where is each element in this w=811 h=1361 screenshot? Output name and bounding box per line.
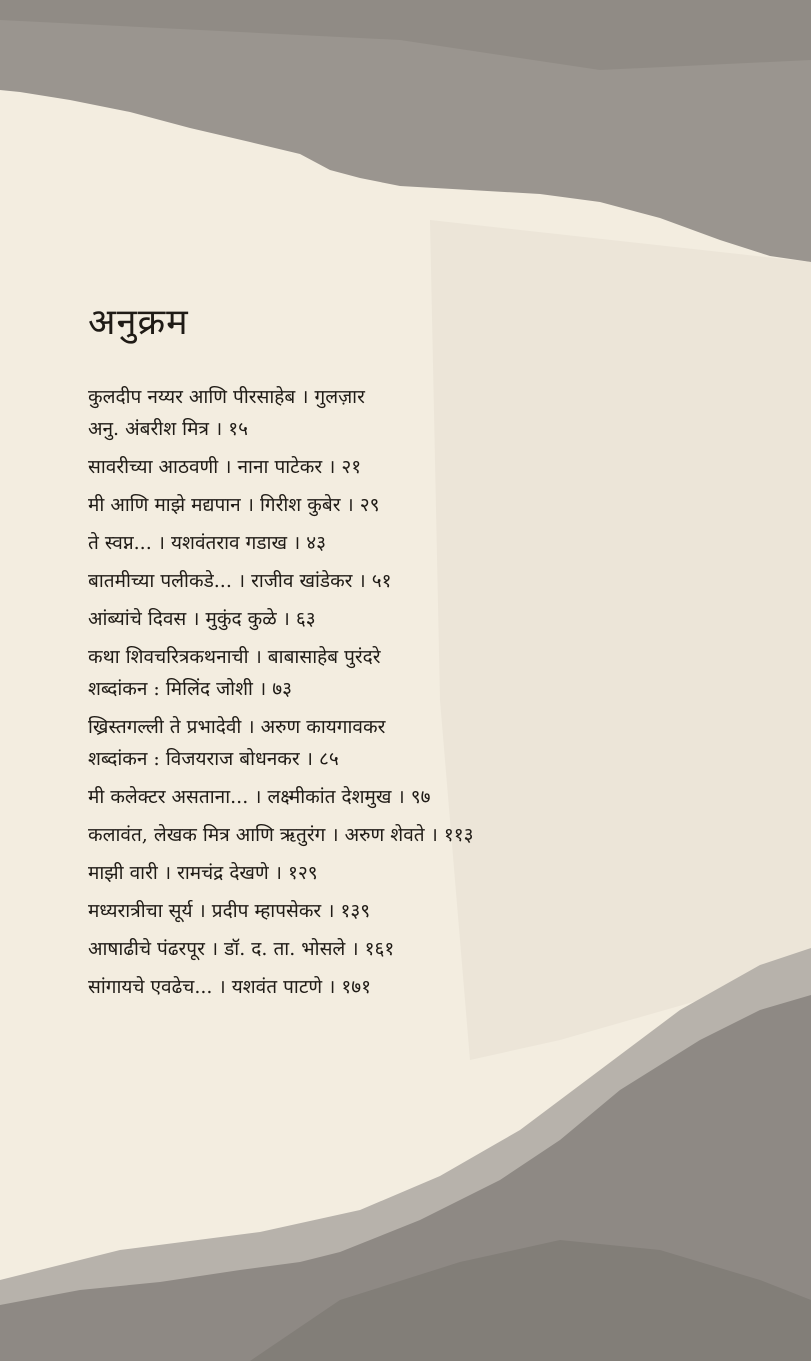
toc-line: कलावंत, लेखक मित्र आणि ऋतुरंग । अरुण शेवते । ११३	[88, 824, 474, 846]
toc-line: बातमीच्या पलीकडे... । राजीव खांडेकर । ५१	[88, 570, 392, 592]
page-title: अनुक्रम	[88, 302, 189, 343]
toc-entry[interactable]	[88, 936, 728, 962]
toc-line: मी आणि माझे मद्यपान । गिरीश कुबेर । २९	[88, 494, 380, 516]
toc-entry[interactable]	[88, 644, 728, 702]
toc-entry[interactable]	[88, 384, 728, 442]
toc-line: ते स्वप्न... । यशवंतराव गडाख । ४३	[88, 532, 327, 554]
toc-entry[interactable]	[88, 822, 728, 848]
toc-line: शब्दांकन : मिलिंद जोशी । ७३	[88, 678, 292, 700]
toc-entry[interactable]	[88, 860, 728, 886]
toc-line: मी कलेक्टर असताना... । लक्ष्मीकांत देशमुख । ९७	[88, 786, 431, 808]
toc-line: माझी वारी । रामचंद्र देखणे । १२९	[88, 862, 318, 884]
toc-line: ख्रिस्तगल्ली ते प्रभादेवी । अरुण कायगावकर	[88, 716, 386, 738]
toc-entry[interactable]	[88, 568, 728, 594]
toc-line: कथा शिवचरित्रकथनाची । बाबासाहेब पुरंदरे	[88, 646, 381, 668]
toc-line: शब्दांकन : विजयराज बोधनकर । ८५	[88, 748, 339, 770]
table-of-contents	[88, 384, 728, 1000]
toc-line: आषाढीचे पंढरपूर । डॉ. द. ता. भोसले । १६१	[88, 938, 395, 960]
toc-entry[interactable]	[88, 454, 728, 480]
toc-entry[interactable]	[88, 898, 728, 924]
toc-entry[interactable]	[88, 606, 728, 632]
toc-entry[interactable]	[88, 974, 728, 1000]
toc-entry[interactable]	[88, 492, 728, 518]
toc-entry[interactable]	[88, 784, 728, 810]
toc-entry[interactable]	[88, 714, 728, 772]
toc-line: सावरीच्या आठवणी । नाना पाटेकर । २१	[88, 456, 362, 478]
toc-line: मध्यरात्रीचा सूर्य । प्रदीप म्हापसेकर । १३९	[88, 900, 371, 922]
toc-line: कुलदीप नय्यर आणि पीरसाहेब । गुलज़ार	[88, 386, 365, 408]
toc-entry[interactable]	[88, 530, 728, 556]
toc-line: अनु. अंबरीश मित्र । १५	[88, 418, 248, 440]
toc-line: सांगायचे एवढेच... । यशवंत पाटणे । १७१	[88, 976, 372, 998]
toc-line: आंब्यांचे दिवस । मुकुंद कुळे । ६३	[88, 608, 316, 630]
